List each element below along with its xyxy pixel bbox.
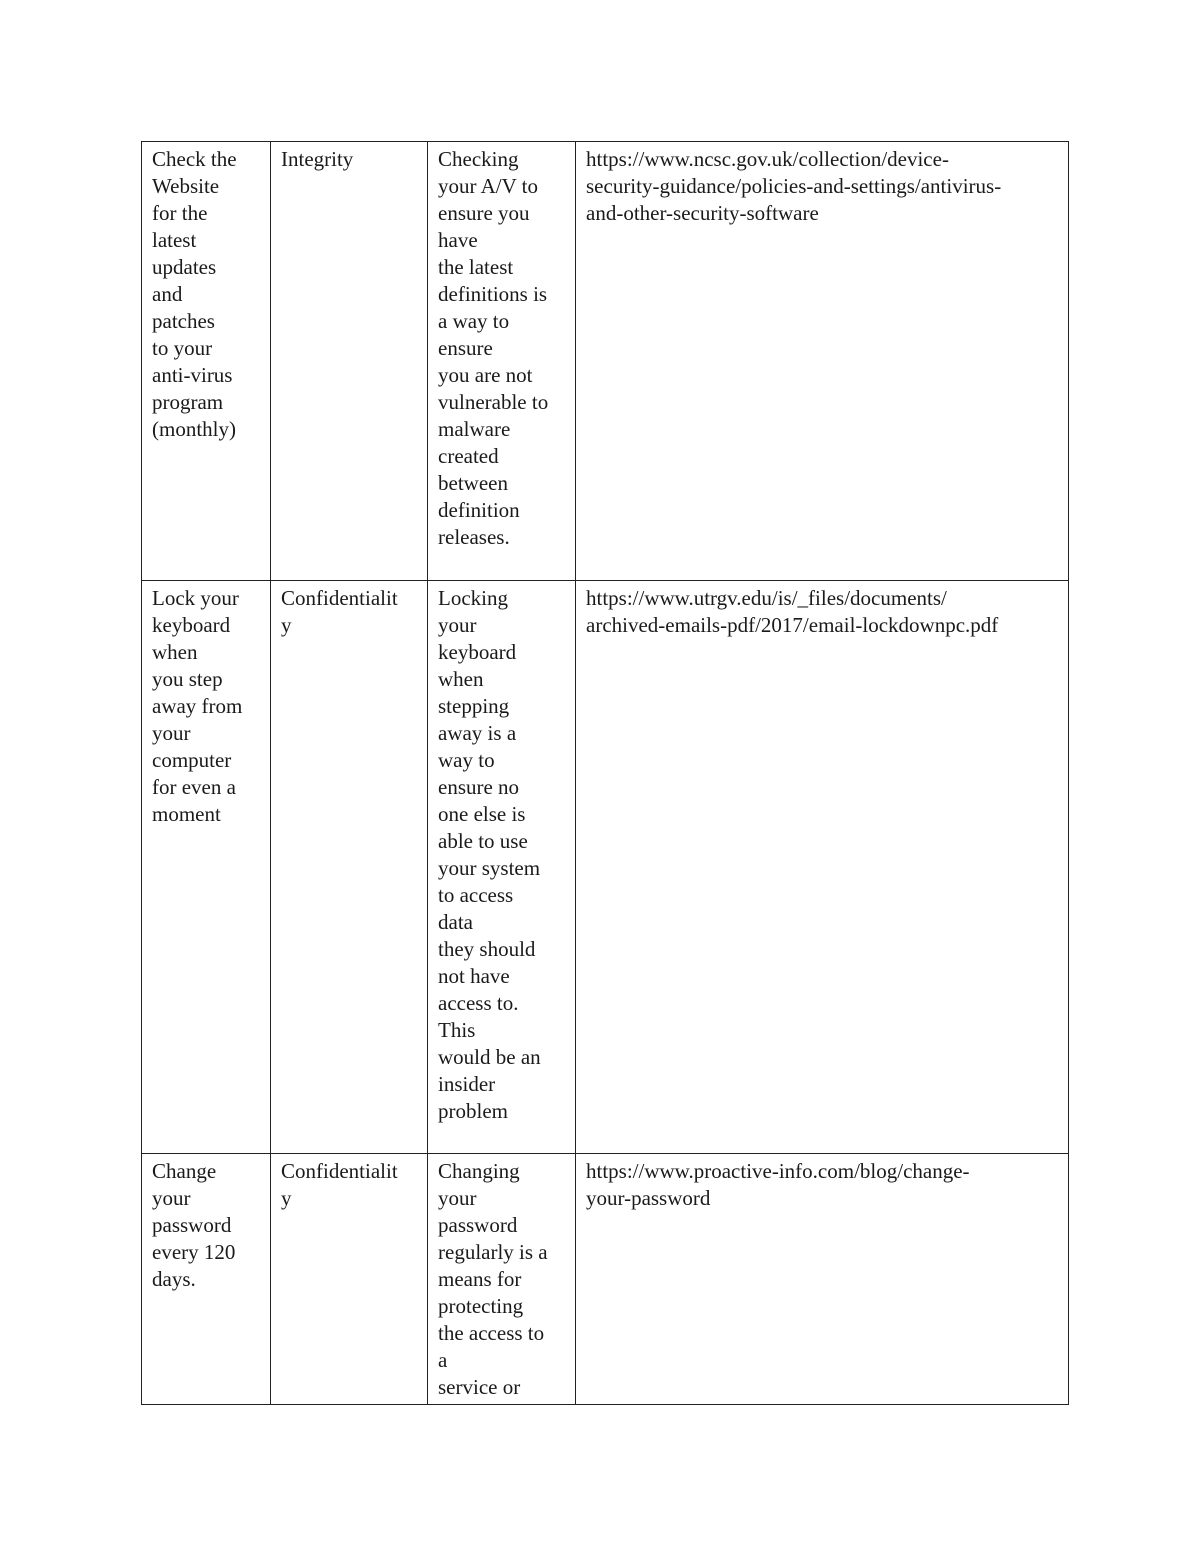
cell-text-line: computer <box>152 748 232 772</box>
cell-text-line: stepping <box>438 694 510 718</box>
cell-text-line: your <box>438 1186 477 1210</box>
cell-text-line: problem <box>438 1099 508 1123</box>
cell-text-line: not have <box>438 964 510 988</box>
cell-text-line: the latest <box>438 255 514 279</box>
cell-text-line: Confidentialit <box>281 1159 398 1183</box>
cell-text-line: https://www.proactive-info.com/blog/change- <box>586 1159 970 1183</box>
cell-text-line: insider <box>438 1072 496 1096</box>
cell-text-line: between <box>438 471 508 495</box>
source-url-cell <box>576 142 1069 581</box>
cell-text-line: access to. <box>438 991 519 1015</box>
cell-text-line: means for <box>438 1267 522 1291</box>
cell-text-line: your system <box>438 856 541 880</box>
table-row <box>142 1154 1069 1405</box>
source-url-cell <box>576 1154 1069 1405</box>
cell-text-line: they should <box>438 937 536 961</box>
cell-text-line: Confidentialit <box>281 586 398 610</box>
cell-text-line: way to <box>438 748 495 772</box>
cell-text-line: away is a <box>438 721 517 745</box>
cell-text-line: latest <box>152 228 197 252</box>
cell-text-line: service or <box>438 1375 521 1399</box>
cell-text-line: Check the <box>152 147 237 171</box>
cell-text-line: definition <box>438 498 520 522</box>
cell-text-line: releases. <box>438 525 510 549</box>
cell-text-line: to your <box>152 336 213 360</box>
cell-text-line: updates <box>152 255 217 279</box>
explanation-cell <box>428 581 576 1154</box>
cell-text-line: for even a <box>152 775 236 799</box>
cell-text-line: Website <box>152 174 220 198</box>
security-practices-table <box>141 141 1069 1405</box>
cell-text-line: anti-virus <box>152 363 233 387</box>
cell-text-line: ensure no <box>438 775 520 799</box>
cell-text-line: Checking <box>438 147 519 171</box>
cell-text-line: your A/V to <box>438 174 538 198</box>
cell-text-line: ensure you <box>438 201 530 225</box>
cell-text-line: would be an <box>438 1045 541 1069</box>
cell-text-line: you are not <box>438 363 533 387</box>
explanation-cell <box>428 142 576 581</box>
cell-text-line: one else is <box>438 802 526 826</box>
cell-text-line: your <box>152 1186 191 1210</box>
cell-text-line: Lock your <box>152 586 239 610</box>
cell-text-line: for the <box>152 201 208 225</box>
principle-cell <box>271 581 428 1154</box>
cell-text-line: have <box>438 228 478 252</box>
cell-text-line: created <box>438 444 499 468</box>
cell-text-line: password <box>152 1213 232 1237</box>
cell-text-line: vulnerable to <box>438 390 549 414</box>
cell-text-line: security-guidance/policies-and-settings/antivirus- <box>586 174 1002 198</box>
cell-text-line: y <box>281 613 292 637</box>
cell-text-line: Change <box>152 1159 217 1183</box>
principle-cell <box>271 142 428 581</box>
cell-text-line: definitions is <box>438 282 548 306</box>
cell-text-line: password <box>438 1213 518 1237</box>
cell-text-line: keyboard <box>152 613 231 637</box>
cell-text-line: patches <box>152 309 215 333</box>
practice-cell <box>142 581 271 1154</box>
practice-cell <box>142 1154 271 1405</box>
cell-text-line: This <box>438 1018 476 1042</box>
cell-text-line: away from <box>152 694 243 718</box>
cell-text-line: you step <box>152 667 223 691</box>
cell-text-line: the access to <box>438 1321 545 1345</box>
cell-text-line: malware <box>438 417 511 441</box>
cell-text-line: your <box>438 613 477 637</box>
principle-cell <box>271 1154 428 1405</box>
cell-text-line: keyboard <box>438 640 517 664</box>
cell-text-line: y <box>281 1186 292 1210</box>
cell-text-line: archived-emails-pdf/2017/email-lockdownpc.pdf <box>586 613 999 637</box>
cell-text-line: to access <box>438 883 514 907</box>
cell-text-line: a <box>438 1348 448 1372</box>
cell-text-line: every 120 <box>152 1240 236 1264</box>
cell-text-line: and <box>152 282 183 306</box>
cell-text-line: and-other-security-software <box>586 201 819 225</box>
cell-text-line: regularly is a <box>438 1240 548 1264</box>
cell-text-line: Integrity <box>281 147 354 171</box>
cell-text-line: Locking <box>438 586 508 610</box>
table-row <box>142 581 1069 1154</box>
cell-text-line: ensure <box>438 336 493 360</box>
cell-text-line: protecting <box>438 1294 524 1318</box>
cell-text-line: a way to <box>438 309 510 333</box>
cell-text-line: https://www.utrgv.edu/is/_files/documents/ <box>586 586 947 610</box>
cell-text-line: days. <box>152 1267 196 1291</box>
table-row <box>142 142 1069 581</box>
source-url-cell <box>576 581 1069 1154</box>
cell-text-line: when <box>438 667 484 691</box>
cell-text-line: program <box>152 390 224 414</box>
cell-text-line: your-password <box>586 1186 711 1210</box>
cell-text-line: https://www.ncsc.gov.uk/collection/device- <box>586 147 949 171</box>
cell-text-line: your <box>152 721 191 745</box>
explanation-cell <box>428 1154 576 1405</box>
cell-text-line: (monthly) <box>152 417 236 441</box>
cell-text-line: Changing <box>438 1159 520 1183</box>
cell-text-line: when <box>152 640 198 664</box>
practice-cell <box>142 142 271 581</box>
cell-text-line: able to use <box>438 829 528 853</box>
cell-text-line: data <box>438 910 473 934</box>
cell-text-line: moment <box>152 802 221 826</box>
